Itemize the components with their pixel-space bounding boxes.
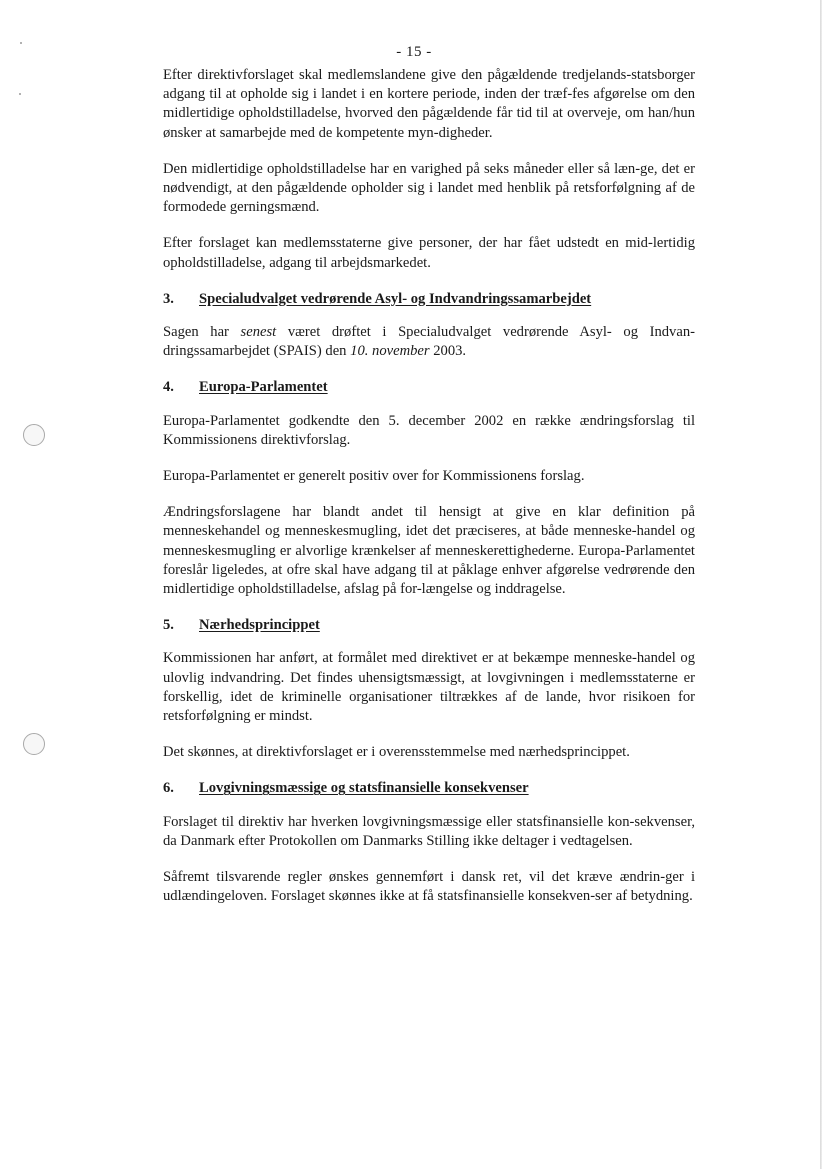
section-heading-5 bbox=[163, 616, 695, 635]
paragraph: Forslaget til direktiv har hverken lovgivningsmæssige eller statsfinansielle kon-sekvenser, da Danmark efter Protokollen om Danmarks Stilling ikke deltager i vedtagelsen. bbox=[163, 813, 695, 849]
paragraph: Efter direktivforslaget skal medlemslandene give den pågældende tredjelands-statsborger adgang til at opholde sig i landet i en kortere periode, inden der træf-fes afgørelse om den midlertidige opholdstilladelse, hvorved den pågældende får tid til at overveje, om han/hun ønsker at samarbejde med de kompetente myn-digheder. bbox=[163, 67, 695, 141]
paragraph: Ændringsforslagene har blandt andet til hensigt at give en klar definition på menneskehandel og menneskesmugling, idet det præciseres, at både menneske-handel og menneskesmugling er alvorlige krænkelser af menneskerettighederne. Europa-Parlamentet foreslår ligeledes, at ofre skal have adgang til at påklage enhver afgørelse vedrørende den midlertidige opholdstilladelse, afslag på for-længelse og inddragelse. bbox=[163, 504, 695, 598]
section-heading-6 bbox=[163, 779, 695, 798]
scan-speck bbox=[19, 93, 21, 95]
page-edge bbox=[820, 0, 822, 1169]
emphasis-date: 10. november bbox=[350, 343, 430, 360]
paragraph: Det skønnes, at direktivforslaget er i overensstemmelse med nærhedsprincippet. bbox=[163, 744, 630, 761]
section-heading-3 bbox=[163, 290, 695, 309]
emphasis-text: senest bbox=[240, 324, 277, 341]
text-run: Sagen har bbox=[163, 324, 241, 341]
text-run: været drøftet i Specialudvalget vedrørende Asyl- og Indvan-dringssamarbejdet (SPAIS) den bbox=[163, 324, 695, 360]
section-title: Lovgivningsmæssige og statsfinansielle konsekvenser bbox=[199, 780, 529, 797]
punch-hole-lower bbox=[23, 733, 45, 755]
paragraph: Såfremt tilsvarende regler ønskes gennemført i dansk ret, vil det kræve ændrin-ger i udlændingeloven. Forslaget skønnes ikke at få statsfinansielle konsekven-ser af betydning. bbox=[163, 869, 695, 905]
section-title: Nærhedsprincippet bbox=[199, 617, 320, 634]
paragraph: Efter forslaget kan medlemsstaterne give personer, der har fået udstedt en mid-lertidig opholdstilladelse, adgang til arbejdsmarkedet. bbox=[163, 235, 695, 271]
punch-hole-upper bbox=[23, 424, 45, 446]
section-number: 5. bbox=[163, 617, 174, 634]
paragraph: Europa-Parlamentet godkendte den 5. december 2002 en række ændringsforslag til Kommissionens direktivforslag. bbox=[163, 412, 695, 448]
paragraph: Kommissionen har anført, at formålet med direktivet er at bekæmpe menneske-handel og ulovlig indvandring. Det findes uhensigtsmæssigt, at lovgivningen i medlemsstaterne er forskellig, idet de kriminelle organisationer tiltrækkes af de lande, hvor risikoen for retsforfølgning er mindst. bbox=[163, 650, 695, 725]
section-title: Specialudvalget vedrørende Asyl- og Indvandringssamarbejdet bbox=[199, 290, 592, 307]
paragraph bbox=[163, 323, 695, 361]
section-title: Europa-Parlamentet bbox=[199, 379, 328, 396]
page-number: - 15 - bbox=[396, 44, 432, 60]
paragraph: Den midlertidige opholdstilladelse har en varighed på seks måneder eller så læn-ge, det er nødvendigt, at den pågældende opholder sig i landet med henblik på retsforfølgning af de formodede gerningsmænd. bbox=[163, 160, 695, 216]
paragraph: Europa-Parlamentet er generelt positiv over for Kommissionens forslag. bbox=[163, 468, 585, 485]
document-body bbox=[163, 66, 695, 924]
section-number: 6. bbox=[163, 780, 174, 797]
text-run: 2003. bbox=[429, 343, 467, 360]
section-heading-4 bbox=[163, 378, 695, 397]
section-number: 3. bbox=[163, 290, 174, 307]
section-number: 4. bbox=[163, 379, 174, 396]
